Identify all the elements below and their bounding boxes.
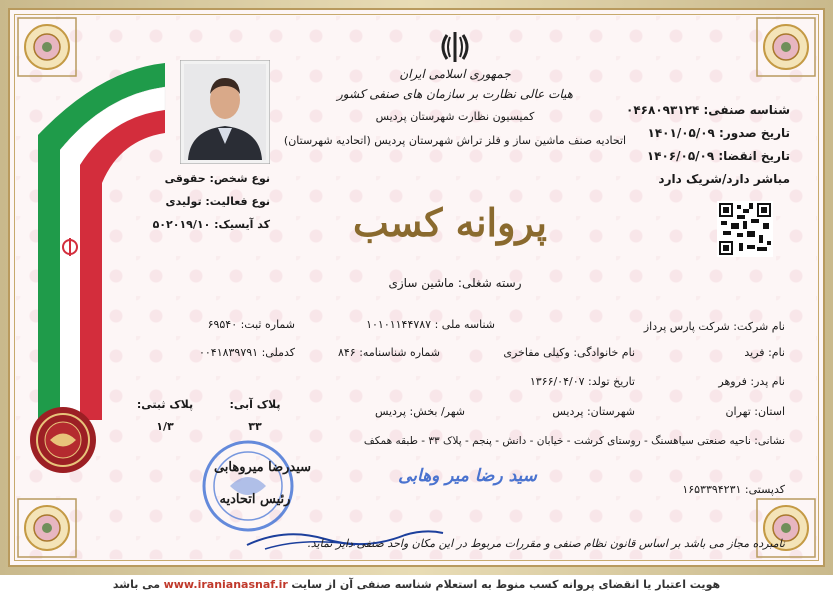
person-type: نوع شخص: حقوقی	[164, 172, 270, 185]
county: شهرستان: پردیس	[552, 405, 635, 418]
national-code: کدملی: ۰۰۴۱۸۳۹۷۹۱	[198, 346, 295, 359]
father-name: نام پدر: فروهر	[718, 375, 785, 388]
header-republic: جمهوری اسلامی ایران	[399, 67, 511, 81]
id-number: شماره شناسنامه: ۸۴۶	[337, 346, 440, 359]
signatory-role: رئیس اتحادیه	[219, 492, 291, 507]
header-board: هیات عالی نظارت بر سازمان های صنفی کشور	[336, 87, 574, 101]
footer-text-after: می باشد	[112, 578, 161, 591]
signatory-name: سیدرضا میروهابی	[213, 460, 312, 475]
national-id: شناسه ملی : ۱۰۱۰۱۱۴۴۷۸۷	[366, 318, 495, 331]
address: نشانی: ناحیه صنعتی سیاهسنگ - روستای کرشت - خیابان - دانش - پنجم - پلاک ۳۳ - طبقه همکف	[363, 435, 785, 447]
expiry-date: تاریخ انقضا: ۱۴۰۶/۰۵/۰۹	[646, 149, 790, 163]
qr-code-icon	[717, 201, 773, 257]
company-name: نام شرکت: شرکت پارس پرداز	[643, 320, 785, 333]
footer-notice	[0, 575, 833, 595]
footer-site-link[interactable]: www.iranianasnaf.ir	[163, 578, 288, 591]
plate-blue-value: ۳۳	[248, 420, 262, 433]
avatar	[180, 60, 270, 164]
header-union: اتحادیه صنف ماشین ساز و فلز تراش شهرستان پردیس (اتحادیه شهرستان)	[283, 134, 627, 147]
guild-id: شناسه صنفی: ۰۴۶۸۰۹۳۱۲۴	[626, 103, 790, 117]
notice-text: نامبرده مجاز می باشد بر اساس قانون نظام صنفی و مقررات مربوط در این مکان واحد صنفی دایر نماید.	[307, 537, 785, 550]
corner-ornament-icon	[16, 497, 78, 559]
activity-type: نوع فعالیت: تولیدی	[165, 195, 270, 208]
page-title: پروانه کسب	[353, 200, 547, 245]
business-line: رسته شغلی: ماشین سازی	[388, 276, 522, 290]
header-commission: کمیسیون نظارت شهرستان پردیس	[375, 110, 535, 123]
isic-code: کد آیسیک: ۵۰۲۰۱۹/۱۰	[152, 218, 270, 231]
handwritten-signature: سید رضا میر وهابی	[398, 466, 537, 486]
iran-emblem-icon	[437, 29, 473, 65]
plate-reg-value: ۱/۳	[156, 420, 174, 433]
city: شهر/ بخش: پردیس	[374, 405, 465, 418]
last-name: نام خانوادگی: وکیلی مفاخری	[503, 346, 635, 359]
postal-code: کدپستی: ۱۶۵۳۳۹۴۲۳۱	[682, 483, 785, 496]
registration-number: شماره ثبت: ۶۹۵۴۰	[207, 318, 295, 331]
issue-date: تاریخ صدور: ۱۴۰۱/۰۵/۰۹	[647, 126, 790, 140]
first-name: نام: فرید	[744, 346, 785, 359]
footer-text-before: هویت اعتبار یا انقضای پروانه کسب منوط به استعلام شناسه صنفی آن از سایت	[291, 578, 721, 591]
operator-status: مباشر دارد/شریک دارد	[658, 172, 790, 186]
iran-flag-ribbon-icon	[30, 55, 170, 420]
plate-reg-label: پلاک ثبتی:	[136, 398, 194, 411]
province: استان: تهران	[725, 405, 785, 418]
corner-ornament-icon	[755, 16, 817, 78]
birth-date: تاریخ تولد: ۱۳۶۶/۰۴/۰۷	[529, 375, 635, 388]
ministry-seal-icon	[28, 405, 98, 475]
plate-blue-label: پلاک آبی:	[229, 398, 281, 411]
